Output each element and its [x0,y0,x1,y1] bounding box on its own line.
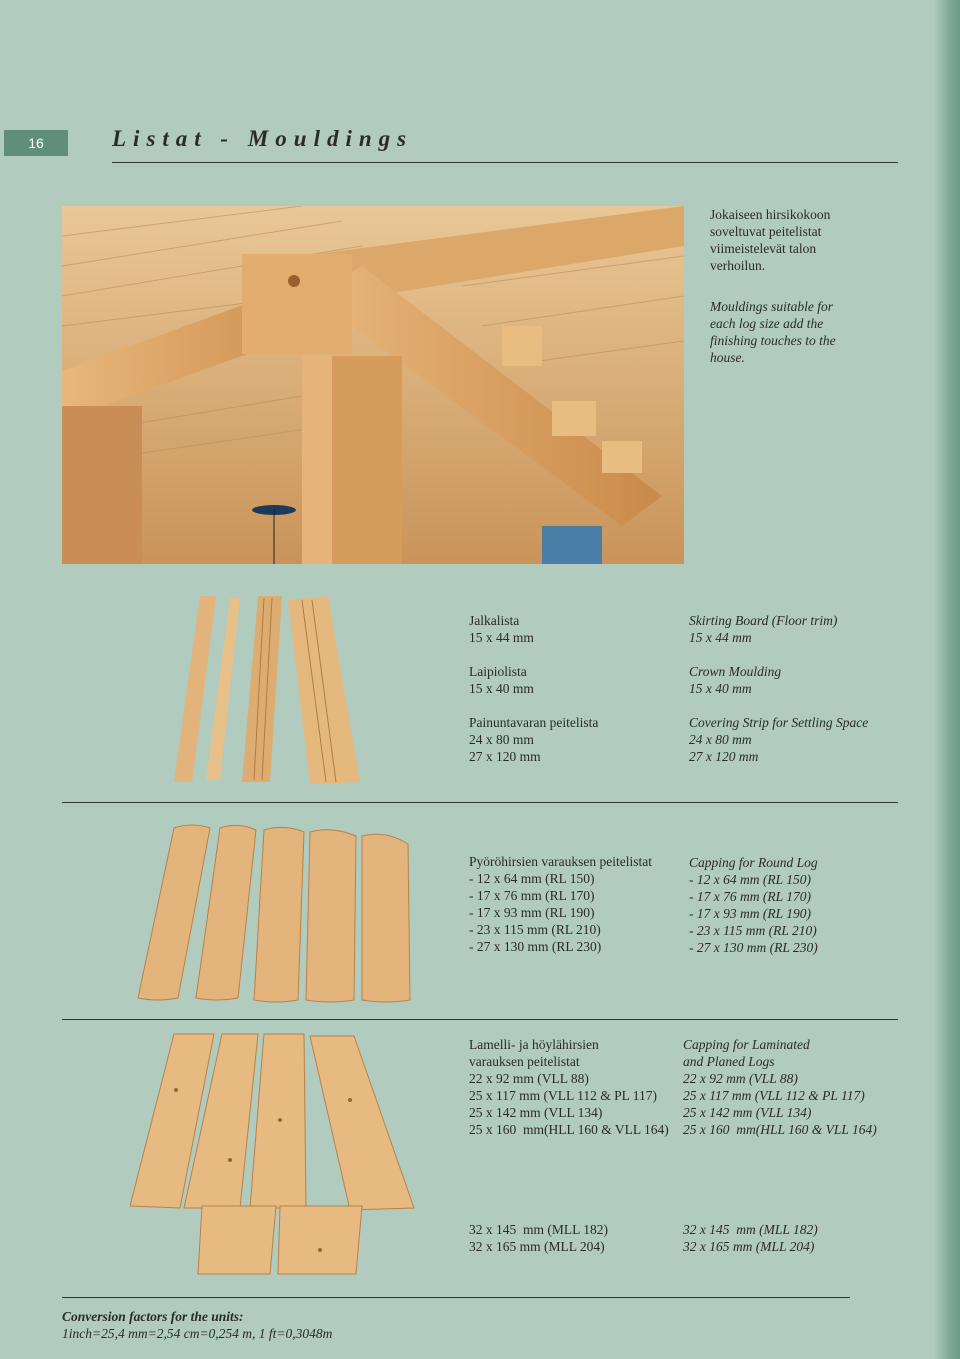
intro-text-en: Mouldings suitable for each log size add the finishing touches to the house. [710,299,836,365]
laminated-log-capping-photo [130,1030,420,1280]
intro-text-fi: Jokaiseen hirsikokoon soveltuvat peitelistat viimeistelevät talon verhoilun. [710,207,831,273]
conversion-text: 1inch=25,4 mm=2,54 cm=0,254 m, 1 ft=0,3048m [62,1326,333,1341]
section1-text-fi: Jalkalista 15 x 44 mm Laipiolista 15 x 40 mm Painuntavaran peitelista 24 x 80 mm 27 x 120 mm [469,613,599,764]
section-divider-2 [62,1019,898,1020]
section2-text-fi: Pyöröhirsien varauksen peitelistat - 12 x 64 mm (RL 150) - 17 x 76 mm (RL 170) - 17 x 93 mm (RL 190) - 23 x 115 mm (RL 210) - 27 x 130 mm (RL 230) [469,854,652,954]
round-log-capping-photo [134,822,414,1008]
section3-text-en: Capping for Laminated and Planed Logs 22 x 92 mm (VLL 88) 25 x 117 mm (VLL 112 & PL 117) 25 x 142 mm (VLL 134) 25 x 160 mm(HLL 160 & VLL 164) [683,1037,877,1137]
right-edge-shade [934,0,960,1359]
interior-photo [62,206,684,564]
section4-text-fi: 32 x 145 mm (MLL 182) 32 x 165 mm (MLL 204) [469,1222,608,1254]
section1-text-en: Skirting Board (Floor trim) 15 x 44 mm Crown Moulding 15 x 40 mm Covering Strip for Settling Space 24 x 80 mm 27 x 120 mm [689,613,869,764]
skirting-mouldings-photo [170,592,370,792]
page-number: 16 [4,130,68,156]
section4-text-en: 32 x 145 mm (MLL 182) 32 x 165 mm (MLL 204) [683,1222,818,1254]
section3-text-fi: Lamelli- ja höylähirsien varauksen peitelistat 22 x 92 mm (VLL 88) 25 x 117 mm (VLL 112 & PL 117) 25 x 142 mm (VLL 134) 25 x 160 mm(HLL 160 & VLL 164) [469,1037,669,1137]
title-rule [112,162,898,163]
section2-text-en: Capping for Round Log - 12 x 64 mm (RL 150) - 17 x 76 mm (RL 170) - 17 x 93 mm (RL 190) - 23 x 115 mm (RL 210) - 27 x 130 mm (RL 230) [689,855,818,955]
page-title: Listat - Mouldings [112,126,414,151]
conversion-heading: Conversion factors for the units: [62,1309,244,1324]
section-divider-1 [62,802,898,803]
footer-rule [62,1297,850,1298]
